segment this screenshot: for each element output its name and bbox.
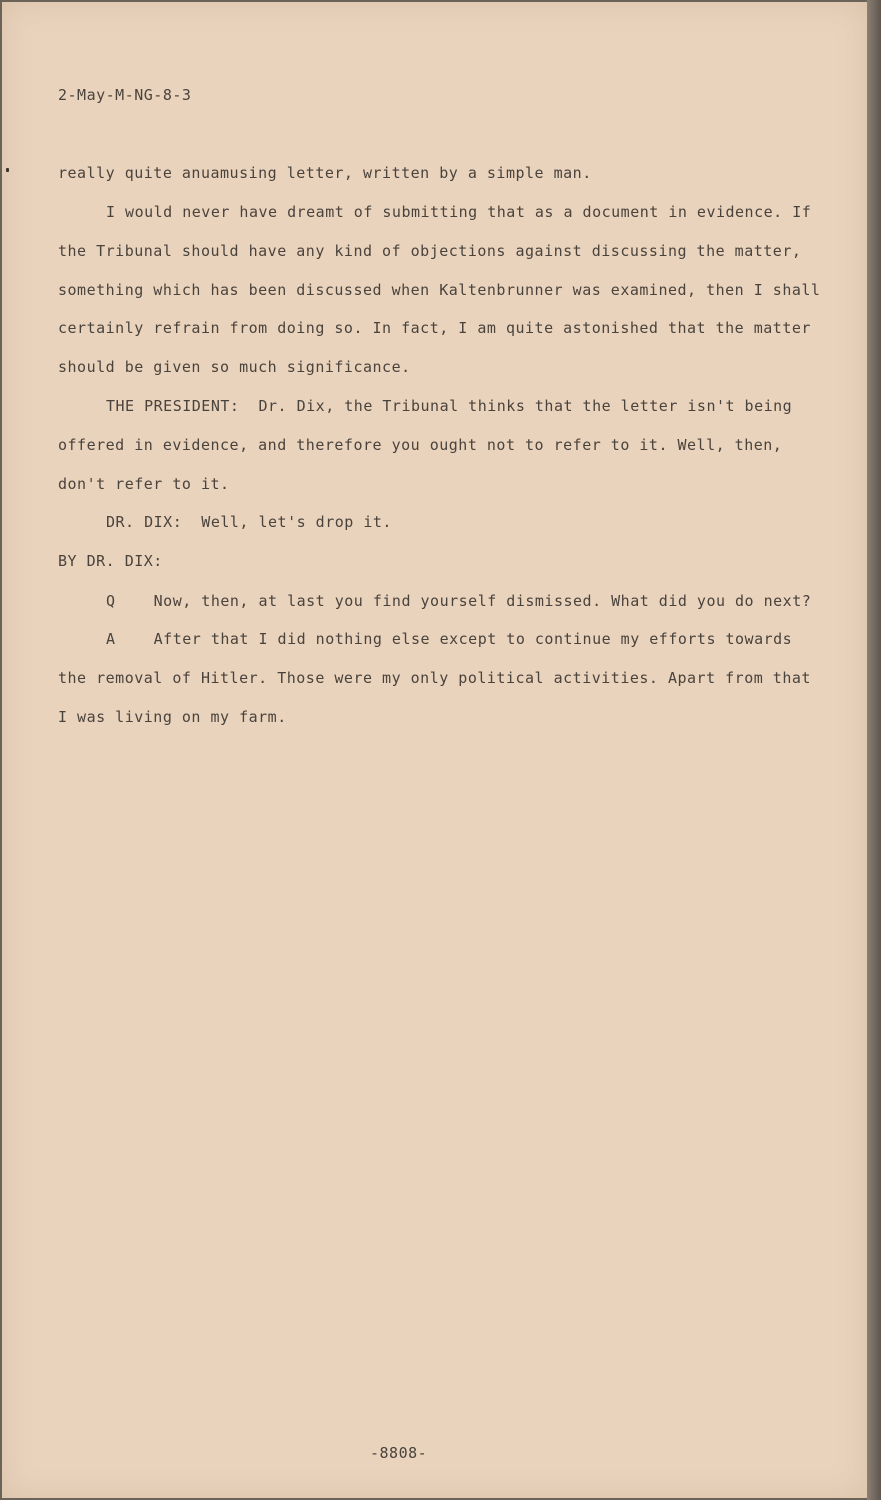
text-line: A After that I did nothing else except to continue my efforts towards xyxy=(106,630,793,648)
text-line: offered in evidence, and therefore you ought not to refer to it. Well, then, xyxy=(58,436,783,454)
text-line: the removal of Hitler. Those were my only political activities. Apart from that xyxy=(58,669,811,687)
document-page xyxy=(2,2,867,1498)
text-line: really quite anuamusing letter, written by a simple man. xyxy=(58,164,592,182)
text-line: THE PRESIDENT: Dr. Dix, the Tribunal thinks that the letter isn't being xyxy=(106,397,793,415)
page-edge-shadow xyxy=(867,0,881,1500)
text-line: Q Now, then, at last you find yourself dismissed. What did you do next? xyxy=(106,592,812,610)
text-line: the Tribunal should have any kind of objections against discussing the matter, xyxy=(58,242,802,260)
text-line: I was living on my farm. xyxy=(58,708,287,726)
text-line: should be given so much significance. xyxy=(58,358,411,376)
text-line: I would never have dreamt of submitting that as a document in evidence. If xyxy=(106,203,812,221)
document-reference: 2-May-M-NG-8-3 xyxy=(58,86,192,104)
page-number: -8808- xyxy=(370,1444,428,1462)
text-line: something which has been discussed when Kaltenbrunner was examined, then I shall xyxy=(58,281,821,299)
text-line: DR. DIX: Well, let's drop it. xyxy=(106,513,392,531)
text-line: certainly refrain from doing so. In fact, I am quite astonished that the matter xyxy=(58,319,811,337)
margin-mark xyxy=(6,168,9,172)
text-line: don't refer to it. xyxy=(58,475,230,493)
text-line: BY DR. DIX: xyxy=(58,552,163,570)
